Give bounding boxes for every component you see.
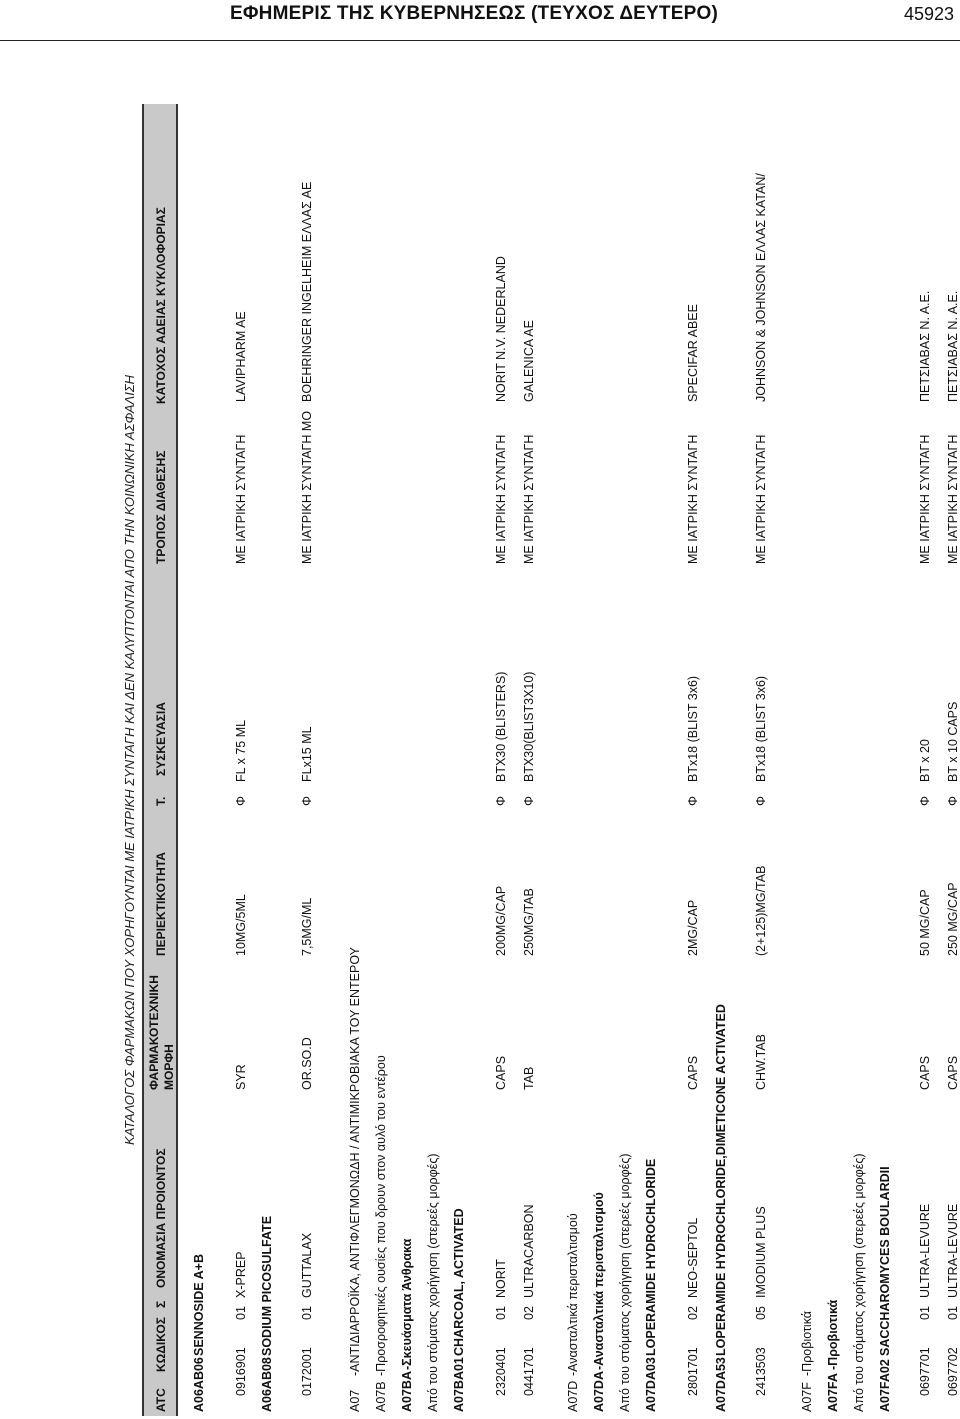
product-s: 02 bbox=[686, 1306, 700, 1320]
product-form: TAB bbox=[522, 1066, 536, 1090]
section-heading-row bbox=[452, 104, 472, 1416]
product-strength: 200MG/CAP bbox=[494, 885, 508, 956]
product-s: 01 bbox=[918, 1306, 932, 1320]
atc-code: A07FA02 bbox=[878, 1359, 892, 1412]
product-t: Φ bbox=[234, 796, 248, 806]
table-row bbox=[918, 104, 938, 1416]
atc-group-code: A07F bbox=[800, 1382, 814, 1412]
substance-name: LOPERAMIDE HYDROCHLORIDE,DIMETICONE ACTIVATED bbox=[714, 1004, 728, 1356]
product-dispensing: ΜΕ ΙΑΤΡΙΚΗ ΣΥΝΤΑΓΗ ΜΟ bbox=[300, 410, 314, 564]
atc-group-code: A07DA bbox=[592, 1371, 606, 1412]
product-name: X-PREP bbox=[234, 1251, 248, 1298]
product-strength: (2+125)MG/TAB bbox=[754, 865, 768, 956]
atc-group-code: A07FA bbox=[826, 1373, 840, 1412]
table-row bbox=[300, 104, 320, 1416]
section-heading-row bbox=[714, 104, 734, 1416]
substance-name: SODIUM PICOSULFATE bbox=[260, 1215, 274, 1356]
route-of-administration: Από του στόματος χορήγηση (στερεές μορφές) bbox=[618, 1153, 632, 1412]
product-t: Φ bbox=[494, 796, 508, 806]
atc-group-name: -Σκευάσματα Άνθρακα bbox=[400, 1238, 414, 1370]
table-row bbox=[234, 104, 254, 1416]
section-heading-row bbox=[800, 104, 820, 1416]
section-heading-row bbox=[878, 104, 898, 1416]
product-name: GUTTALAX bbox=[300, 1232, 314, 1298]
product-holder: NORIT N.V. NEDERLAND bbox=[494, 256, 508, 402]
product-t: Φ bbox=[686, 796, 700, 806]
atc-group-code: A07BA bbox=[400, 1371, 414, 1412]
route-of-administration: Από του στόματος χορήγηση (στερεές μορφές) bbox=[426, 1153, 440, 1412]
atc-group-name: -Προβιοτικά bbox=[826, 1299, 840, 1370]
table-caption: ΚΑΤΑΛΟΓΟΣ ΦΑΡΜΑΚΩΝ ΠΟΥ ΧΟΡΗΓΟΥΝΤΑΙ ΜΕ ΙΑΤΡΙΚΗ ΣΥΝΤΑΓΗ ΚΑΙ ΔΕΝ ΚΑΛΥΠΤΟΝΤΑΙ ΑΠΟ ΤΗΝ ΚΟΙΝΩΝΙΚΗ ΑΣΦΑΛΙΣΗ bbox=[122, 374, 137, 1146]
product-code: 0697701 bbox=[918, 1347, 932, 1396]
product-code: 0916901 bbox=[234, 1347, 248, 1396]
product-dispensing: ΜΕ ΙΑΤΡΙΚΗ ΣΥΝΤΑΓΗ bbox=[686, 434, 700, 564]
section-heading-row bbox=[426, 104, 446, 1416]
atc-group-code: A07 bbox=[348, 1389, 362, 1412]
col-atc: ATC bbox=[154, 1388, 168, 1412]
section-heading-row bbox=[192, 104, 212, 1416]
col-dispensing: ΤΡΟΠΟΣ ΔΙΑΘΕΣΗΣ bbox=[154, 450, 168, 564]
product-dispensing: ΜΕ ΙΑΤΡΙΚΗ ΣΥΝΤΑΓΗ bbox=[946, 434, 960, 564]
product-code: 0697702 bbox=[946, 1347, 960, 1396]
table-row bbox=[522, 104, 542, 1416]
page-header bbox=[0, 0, 960, 41]
product-s: 01 bbox=[300, 1306, 314, 1320]
product-s: 01 bbox=[234, 1306, 248, 1320]
section-heading-row bbox=[566, 104, 586, 1416]
product-strength: 250 MG/CAP bbox=[946, 882, 960, 956]
table-row bbox=[754, 104, 774, 1416]
product-strength: 2MG/CAP bbox=[686, 899, 700, 956]
section-heading-row bbox=[592, 104, 612, 1416]
product-package: BT x 10 CAPS bbox=[946, 701, 960, 782]
section-heading-row bbox=[400, 104, 420, 1416]
page-number: 45923 bbox=[903, 4, 954, 24]
product-name: ULTRA-LEVURE bbox=[918, 1203, 932, 1298]
product-form: CAPS bbox=[494, 1055, 508, 1090]
product-strength: 250MG/TAB bbox=[522, 888, 536, 956]
col-holder: ΚΑΤΟΧΟΣ ΑΔΕΙΑΣ ΚΥΚΛΟΦΟΡΙΑΣ bbox=[154, 207, 168, 404]
section-heading-row bbox=[826, 104, 846, 1416]
product-holder: LAVIPHARM AE bbox=[234, 311, 248, 402]
product-holder: ΠΕΤΣΙΑΒΑΣ Ν. Α.Ε. bbox=[946, 290, 960, 402]
atc-code: A07BA01 bbox=[452, 1357, 466, 1412]
product-package: BTx18 (BLIST 3x6) bbox=[754, 675, 768, 782]
col-name: ΟΝΟΜΑΣΙΑ ΠΡΟΙΟΝΤΟΣ bbox=[154, 1148, 168, 1288]
rotated-table bbox=[120, 104, 960, 1416]
product-holder: BOEHRINGER INGELHEIM ΕΛΛΑΣ ΑΕ bbox=[300, 181, 314, 402]
product-name: IMODIUM PLUS bbox=[754, 1206, 768, 1298]
product-form: CAPS bbox=[946, 1055, 960, 1090]
section-heading-row bbox=[260, 104, 280, 1416]
product-t: Φ bbox=[946, 796, 960, 806]
product-s: 01 bbox=[494, 1306, 508, 1320]
substance-name: LOPERAMIDE HYDROCHLORIDE bbox=[644, 1158, 658, 1356]
col-t: Τ. bbox=[154, 796, 168, 806]
atc-code: A07DA03 bbox=[644, 1357, 658, 1412]
product-t: Φ bbox=[918, 796, 932, 806]
section-heading-row bbox=[618, 104, 638, 1416]
atc-group-name: -Ανασταλτικά περισταλτισμού bbox=[566, 1213, 580, 1376]
atc-group-code: A07D bbox=[566, 1380, 580, 1412]
atc-code: A06AB06 bbox=[192, 1357, 206, 1412]
col-form-line2: ΜΟΡΦΗ bbox=[162, 1044, 176, 1090]
product-name: NEO-SEPTOL bbox=[686, 1217, 700, 1298]
atc-group-name: -ΑΝΤΙΔΙΑΡΡΟΪΚΑ, ΑΝΤΙΦΛΕΓΜΟΝΩΔΗ / ΑΝΤΙΜΙΚΡΟΒΙΑΚΑ ΤΟΥ ΕΝΤΕΡΟΥ bbox=[348, 946, 362, 1376]
product-package: FLx15 ML bbox=[300, 726, 314, 782]
product-dispensing: ΜΕ ΙΑΤΡΙΚΗ ΣΥΝΤΑΓΗ bbox=[234, 434, 248, 564]
col-package: ΣΥΣΚΕΥΑΣΙΑ bbox=[154, 702, 168, 776]
substance-name: SENNOSIDE A+B bbox=[192, 1254, 206, 1356]
table-row bbox=[686, 104, 706, 1416]
product-form: CHW.TAB bbox=[754, 1033, 768, 1090]
journal-title: ΕΦΗΜΕΡΙΣ ΤΗΣ ΚΥΒΕΡΝΗΣΕΩΣ (ΤΕΥΧΟΣ ΔΕΥΤΕΡΟ) bbox=[230, 3, 718, 24]
product-holder: GALENICA AE bbox=[522, 320, 536, 402]
product-code: 0172001 bbox=[300, 1347, 314, 1396]
product-code: 2801701 bbox=[686, 1347, 700, 1396]
table-row bbox=[494, 104, 514, 1416]
product-holder: JOHNSON & JOHNSON ΕΛΛΑΣ ΚΑΤΑΝ/ bbox=[754, 173, 768, 402]
product-code: 2413503 bbox=[754, 1347, 768, 1396]
route-of-administration: Από του στόματος χορήγηση (στερεές μορφές) bbox=[852, 1153, 866, 1412]
section-heading-row bbox=[852, 104, 872, 1416]
product-dispensing: ΜΕ ΙΑΤΡΙΚΗ ΣΥΝΤΑΓΗ bbox=[494, 434, 508, 564]
product-package: BT x 20 bbox=[918, 739, 932, 782]
product-form: OR.SO.D bbox=[300, 1037, 314, 1090]
product-form: CAPS bbox=[918, 1055, 932, 1090]
product-strength: 50 MG/CAP bbox=[918, 889, 932, 956]
substance-name: SACCHAROMYCES BOULARDII bbox=[878, 1166, 892, 1356]
product-holder: ΠΕΤΣΙΑΒΑΣ Ν. Α.Ε. bbox=[918, 290, 932, 402]
product-dispensing: ΜΕ ΙΑΤΡΙΚΗ ΣΥΝΤΑΓΗ bbox=[754, 434, 768, 564]
atc-group-name: -Ανασταλτικά περισταλτισμού bbox=[592, 1192, 606, 1370]
product-form: SYR bbox=[234, 1064, 248, 1090]
atc-group-name: -Προβιοτικά bbox=[800, 1310, 814, 1376]
section-heading-row bbox=[644, 104, 664, 1416]
col-strength: ΠΕΡΙΕΚΤΙΚΟΤΗΤΑ bbox=[154, 852, 168, 956]
atc-code: A06AB08 bbox=[260, 1357, 274, 1412]
col-s: Σ bbox=[154, 1300, 168, 1308]
product-dispensing: ΜΕ ΙΑΤΡΙΚΗ ΣΥΝΤΑΓΗ bbox=[522, 434, 536, 564]
product-form: CAPS bbox=[686, 1055, 700, 1090]
product-package: FL x 75 ML bbox=[234, 719, 248, 782]
product-s: 05 bbox=[754, 1306, 768, 1320]
section-heading-row bbox=[348, 104, 368, 1416]
atc-group-code: A07B bbox=[374, 1381, 388, 1412]
product-package: BTX30 (BLISTERS) bbox=[494, 671, 508, 782]
product-package: BTX30(BLIST3X10) bbox=[522, 671, 536, 782]
atc-code: A07DA53 bbox=[714, 1357, 728, 1412]
product-t: Φ bbox=[300, 796, 314, 806]
product-s: 02 bbox=[522, 1306, 536, 1320]
product-code: 0441701 bbox=[522, 1347, 536, 1396]
product-strength: 10MG/5ML bbox=[234, 894, 248, 956]
atc-group-name: -Προσροφητικές ουσίες που δρουν στον αυλό του εντέρου bbox=[374, 1055, 388, 1376]
product-s: 01 bbox=[946, 1306, 960, 1320]
product-name: NORIT bbox=[494, 1259, 508, 1298]
table-row bbox=[946, 104, 960, 1416]
substance-name: CHARCOAL, ACTIVATED bbox=[452, 1208, 466, 1356]
product-name: ULTRACARBON bbox=[522, 1204, 536, 1298]
product-t: Φ bbox=[754, 796, 768, 806]
product-dispensing: ΜΕ ΙΑΤΡΙΚΗ ΣΥΝΤΑΓΗ bbox=[918, 434, 932, 564]
product-name: ULTRA-LEVURE bbox=[946, 1203, 960, 1298]
product-holder: SPECIFAR ABEE bbox=[686, 304, 700, 402]
section-heading-row bbox=[374, 104, 394, 1416]
col-form-line1: ΦΑΡΜΑΚΟΤΕΧΝΙΚΗ bbox=[147, 975, 161, 1090]
table-header bbox=[142, 104, 178, 1416]
product-code: 2320401 bbox=[494, 1347, 508, 1396]
product-strength: 7,5MG/ML bbox=[300, 897, 314, 956]
col-code: ΚΩΔΙΚΟΣ bbox=[154, 1317, 168, 1372]
product-t: Φ bbox=[522, 796, 536, 806]
product-package: BTx18 (BLIST 3x6) bbox=[686, 675, 700, 782]
